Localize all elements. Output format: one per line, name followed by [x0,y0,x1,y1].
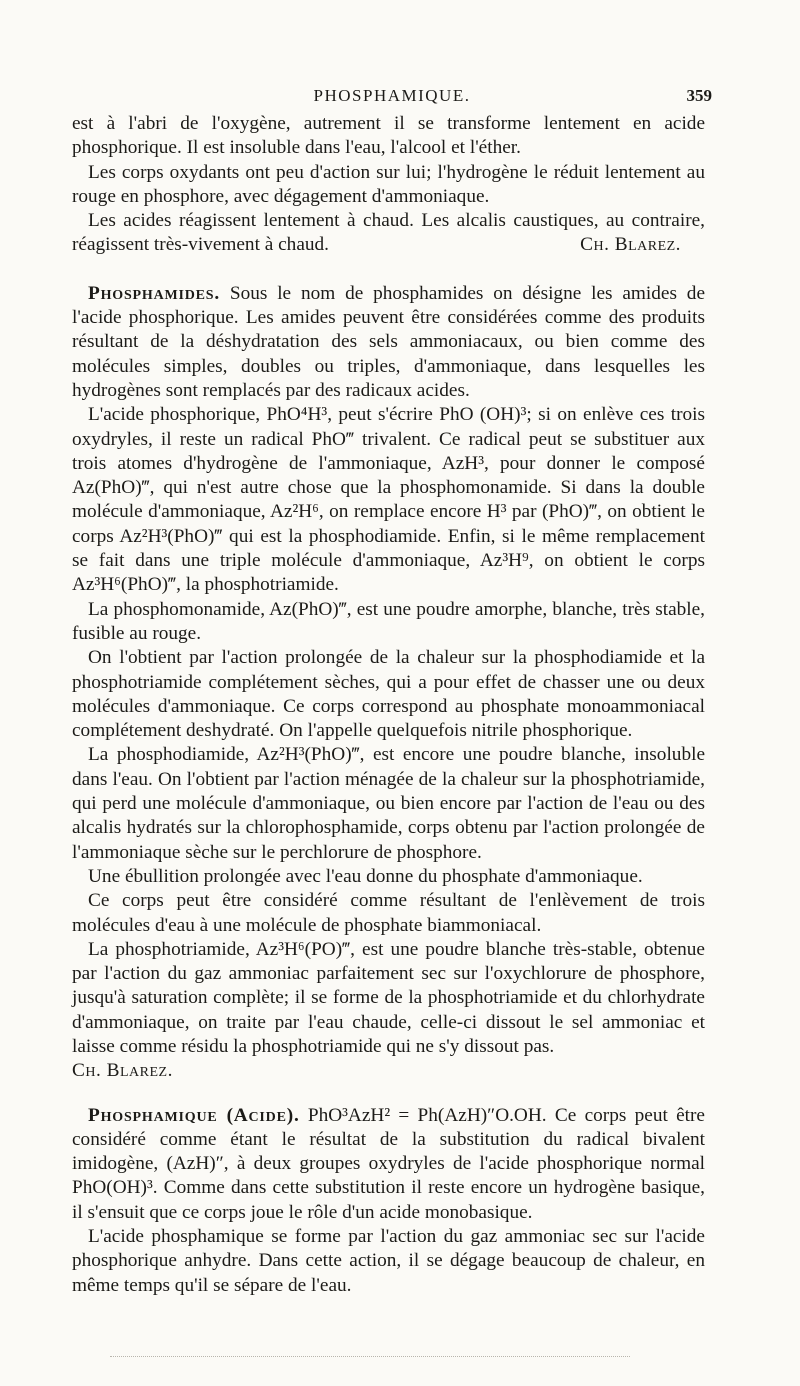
section-gap [72,1084,705,1104]
page-header [72,86,712,112]
entry-phosphamique [72,1104,705,1225]
entry-heading: Phosphamique (Acide). [88,1104,300,1126]
section-gap [72,258,705,282]
body-text [72,112,705,1298]
author-signature: Ch. Blarez. [72,1060,173,1082]
entry-phosphamides [72,282,705,403]
page-number: 359 [686,86,712,105]
paragraph: est à l'abri de l'oxygène, autrement il se transforme lentement en acide phosphorique. Il est insoluble dans l'eau, l'alcool et l'éther. [72,113,705,159]
paragraph [72,209,705,258]
paragraph-text: PhO³AzH² = Ph(AzH)″O.OH. Ce corps peut être considéré comme étant le résultat de la substitution du radical bivalent imidogène, (AzH)″, à deux groupes oxydryles de l'acide phosphorique normal PhO(OH)³. Comme dans cette substitution il reste encore un hydrogène basique, il s'ensuit que ce corps joue le rôle d'un acide monobasique. [72,1104,705,1223]
author-signature: Ch. Blarez. [580,234,681,256]
paragraph: Une ébullition prolongée avec l'eau donne du phosphate d'ammoniaque. [88,865,643,887]
entry-heading: Phosphamides. [88,282,221,304]
paragraph: Ce corps peut être considéré comme résultant de l'enlèvement de trois molécules d'eau à une molécule de phosphate biammoniacal. [72,890,705,936]
running-title: PHOSPHAMIQUE. [313,86,471,105]
paragraph: On l'obtient par l'action prolongée de la chaleur sur la phosphodiamide et la phosphotriamide complétement sèches, qui a pour effet de chasser une ou deux molécules d'ammoniaque. Ce corps correspond au phosphate monoammoniacal complétement deshydraté. On l'appelle quelquefois nitrile phosphorique. [72,647,705,742]
paragraph-text: Sous le nom de phosphamides on désigne les amides de l'acide phosphorique. Les amides peuvent être considérées comme des produits résultant de la déshydratation des sels ammoniacaux, ou bien comme des molécules simples, doubles ou triples, d'ammoniaque, dans lesquelles les hydrogènes sont remplacés par des radicaux acides. [72,282,706,401]
paragraph: La phosphomonamide, Az(PhO)‴, est une poudre amorphe, blanche, très stable, fusible au rouge. [72,598,705,644]
paragraph: La phosphodiamide, Az²H³(PhO)‴, est encore une poudre blanche, insoluble dans l'eau. On l'obtient par l'action ménagée de la chaleur sur la phosphotriamide, qui perd une molécule d'ammoniaque, ou bien encore par l'action de l'eau ou des alcalis hydratés sur la chlorophosphamide, corps obtenu par l'action prolongée de l'ammoniaque sèche sur le perchlorure de phosphore. [72,744,705,863]
paragraph: Les corps oxydants ont peu d'action sur lui; l'hydrogène le réduit lentement au rouge en phosphore, avec dégagement d'ammoniaque. [72,161,705,207]
paragraph-text: Les acides réagissent lentement à chaud. Les alcalis caustiques, au contraire, réagissent très-vivement à chaud. [72,210,705,256]
paragraph: L'acide phosphorique, PhO⁴H³, peut s'écrire PhO (OH)³; si on enlève ces trois oxydryles, il reste un radical PhO‴ trivalent. Ce radical peut se substituer aux trois atomes d'hydrogène de l'ammoniaque, AzH³, pour donner le composé Az(PhO)‴, qui n'est autre chose que la phosphomonamide. Si dans la double molécule d'ammoniaque, Az²H⁶, on remplace encore H³ par (PhO)‴, on obtient le corps Az²H³(PhO)‴ qui est la phosphodiamide. Enfin, si le même remplacement se fait dans une triple molécule d'ammoniaque, Az³H⁹, on obtient le corps Az³H⁶(PhO)‴, la phosphotriamide. [72,404,705,596]
footer-rule [110,1356,630,1357]
paragraph: La phosphotriamide, Az³H⁶(PO)‴, est une poudre blanche très-stable, obtenue par l'action du gaz ammoniac parfaitement sec sur l'oxychlorure de phosphore, jusqu'à saturation complète; il se forme de la phosphotriamide et du chlorhydrate d'ammoniaque, on traite par l'eau chaude, celle-ci dissout le sel ammoniac et laisse comme résidu la phosphotriamide qui ne s'y dissout pas. [72,938,705,1057]
paragraph: L'acide phosphamique se forme par l'action du gaz ammoniac sec sur l'acide phosphorique anhydre. Dans cette action, il se dégage beaucoup de chaleur, en même temps qu'il se sépare de l'eau. [72,1226,705,1296]
